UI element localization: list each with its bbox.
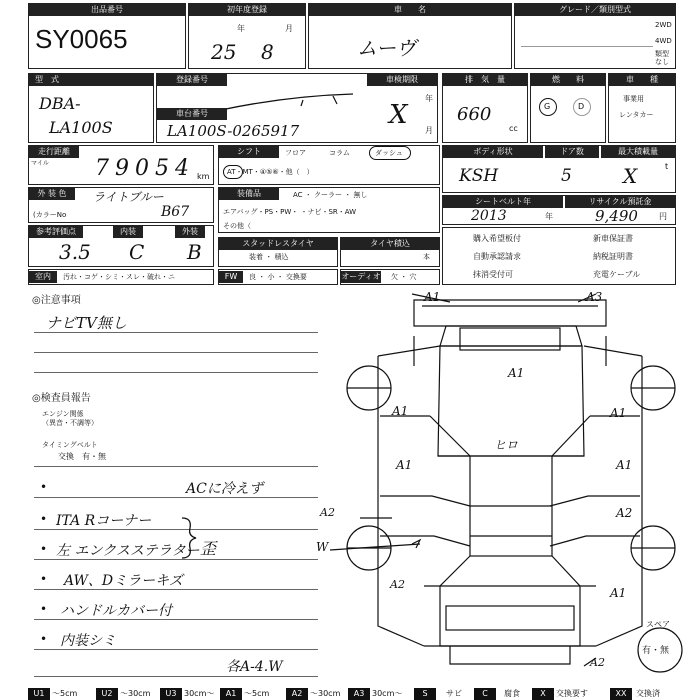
legend-key-c: C: [474, 688, 496, 700]
inspection-month: 月: [425, 126, 433, 135]
equipment-other: その他（: [223, 222, 251, 230]
legend-key-a3: A3: [348, 688, 370, 700]
legend-key-xx: XX: [610, 688, 632, 700]
first-registration-box: [188, 3, 306, 69]
bullet-3: •: [40, 542, 48, 556]
mark-front-right: A3: [586, 290, 603, 304]
interior-value: C: [129, 240, 145, 264]
mileage-unit: km: [197, 172, 210, 181]
inspector-line-7: [34, 676, 318, 677]
inspector-line-2: [34, 529, 318, 530]
legend-val-u3: 30cm～: [184, 689, 215, 698]
displacement-unit: cc: [509, 124, 518, 133]
note-item-1: ACに冷えず: [186, 481, 263, 497]
grade-underline: [521, 46, 653, 47]
legend-bar: [28, 688, 700, 700]
at-mt-options: AT・MT・④⑤⑥・他（ ）: [227, 168, 314, 176]
doc-1: 購入希望板付: [473, 234, 521, 243]
mark-right-door: A1: [616, 458, 633, 472]
tire-box: [340, 237, 440, 267]
legend-val-s: サビ: [446, 689, 462, 698]
audio-label: オーディオ: [341, 272, 381, 281]
color-no: B67: [161, 204, 190, 220]
caution-line-2: [34, 352, 318, 353]
legend-val-xx: 交換済: [636, 689, 660, 698]
bullet-6: •: [40, 632, 48, 646]
legend-key-u1: U1: [28, 688, 50, 700]
mileage-value: 79054: [95, 156, 195, 181]
recycle-unit: 円: [659, 212, 667, 221]
body-value: KSH: [459, 166, 499, 186]
audio-box: [340, 269, 440, 285]
inspection-year: 年: [425, 94, 433, 103]
lot-number: SY0065: [35, 24, 128, 54]
fuel-box: [530, 73, 606, 143]
spare-value: 有・無: [642, 646, 670, 656]
vehicle-type-box: [608, 73, 676, 143]
legend-key-a2: A2: [286, 688, 308, 700]
first-registration-label: 初年度登録: [189, 4, 305, 16]
inspector-line-0: [34, 466, 318, 467]
car-name-value: ムーヴ: [357, 36, 416, 60]
seatbelt-value: 2013: [471, 208, 507, 224]
note-item-6: 内装シミ: [60, 633, 116, 649]
mark-left-rear: A2: [390, 578, 405, 591]
reg-no-scribble: [217, 88, 357, 118]
legend-key-a1: A1: [220, 688, 242, 700]
capacity-value: X: [623, 164, 638, 188]
model-box: [28, 73, 154, 143]
seatbelt-recycle-box: [442, 195, 676, 225]
bracket-note: 歪: [200, 539, 217, 558]
mark-roof: ヒロ: [494, 438, 519, 452]
bullet-5: •: [40, 602, 48, 616]
recycle-label: リサイクル預託金: [565, 196, 675, 208]
caution-text: ナビTV無し: [46, 314, 127, 332]
reg-month-value: 8: [261, 40, 274, 64]
exterior-label: 外装: [175, 226, 205, 238]
interior-label: 内装: [113, 226, 143, 238]
color-no-label: (カラーNo: [33, 211, 67, 219]
bullet-4: •: [40, 572, 48, 586]
score-box: [28, 225, 214, 267]
note-item-3: 左 エンクスステラター: [56, 543, 200, 559]
year-kanji: 年: [237, 24, 245, 33]
displacement-box: [442, 73, 528, 143]
legend-val-a2: ～30cm: [310, 689, 341, 698]
model-value-2: LA100S: [49, 118, 113, 137]
lot-box: [28, 3, 186, 69]
seatbelt-label: シートベルト年: [443, 196, 563, 208]
doc-2: 新車保証書: [593, 234, 633, 243]
mark-left-sill: A2: [320, 506, 335, 519]
footer-note: 各A-4.W: [226, 659, 283, 675]
inspector-line-4: [34, 589, 318, 590]
legend-key-s: S: [414, 688, 436, 700]
type-rental: レンタカー: [619, 111, 654, 119]
mark-right-fender: A1: [610, 406, 627, 420]
engine-label: エンジン関係 （異音・不調等）: [42, 410, 98, 427]
mark-right-quarter: A1: [610, 586, 627, 600]
interior-cond-options: 汚れ・コゲ・シミ・スレ・破れ・ニ: [63, 273, 175, 281]
chassis-label: 車台番号: [157, 108, 227, 120]
recycle-value: 9,490: [595, 207, 638, 225]
bullet-1: •: [40, 480, 48, 494]
car-name-box: [308, 3, 512, 69]
shift-column: コラム: [329, 149, 350, 157]
mark-wheel: W: [316, 540, 329, 554]
doc-5: 抹消受付可: [473, 270, 513, 279]
doors-value: 5: [561, 166, 572, 186]
mark-rear: A2: [590, 656, 605, 669]
docs-box: [442, 227, 676, 285]
model-value-1: DBA-: [39, 94, 81, 113]
legend-val-a1: ～5cm: [244, 689, 270, 698]
legend-val-u1: ～5cm: [52, 689, 78, 698]
shift-floor: フロア: [285, 149, 306, 157]
shift-dash: ダッシュ: [375, 149, 403, 157]
reg-no-label: 登録番号: [157, 74, 227, 86]
studless-box: [218, 237, 338, 267]
legend-val-u2: ～30cm: [120, 689, 151, 698]
grade-label: グレード／類別型式: [515, 4, 675, 16]
mileage-box: [28, 145, 214, 185]
capacity-label: 最大積載量: [601, 146, 675, 158]
equipment-row1: AC ・ クーラー ・ 無し: [293, 191, 368, 199]
reg-year-value: 25: [211, 40, 237, 64]
inspector-line-5: [34, 619, 318, 620]
drive-4wd: 4WD: [655, 37, 672, 45]
lot-label: 出品番号: [29, 4, 185, 16]
note-item-2: ITA Rコーナー: [56, 513, 152, 529]
shift-label: シフト: [219, 146, 279, 158]
type-business: 事業用: [623, 95, 644, 103]
fuel-g: G: [544, 102, 551, 111]
doc-6: 充電ケーブル: [593, 270, 641, 279]
color-value: ライトブルー: [93, 190, 164, 204]
chassis-value: LA100S-0265917: [167, 122, 300, 140]
inspector-title: ◎検査員報告: [32, 393, 91, 404]
inspector-line-6: [34, 649, 318, 650]
legend-key-x: X: [532, 688, 554, 700]
tire-label: タイヤ積込: [341, 238, 439, 250]
inspection-value: X: [389, 100, 408, 130]
reg-chassis-box: [156, 73, 438, 143]
seatbelt-unit: 年: [545, 212, 553, 221]
mileage-label: 走行距離: [29, 146, 79, 158]
at-circle: [223, 165, 243, 179]
doc-3: 自動承認請求: [473, 252, 521, 261]
score-label: 参考評価点: [29, 226, 83, 238]
studless-label: スタッドレスタイヤ: [219, 238, 337, 250]
note-item-5: ハンドルカバー付: [60, 603, 172, 619]
shift-dash-circle: [369, 146, 411, 160]
spare-label: スペア: [646, 620, 670, 629]
displacement-label: 排 気 量: [443, 74, 527, 86]
inspector-line-1: [34, 497, 318, 498]
note-item-4: AW、Dミラーキズ: [64, 573, 183, 589]
mark-front-left: A1: [424, 290, 441, 304]
studless-options: 装着 ・ 積込: [249, 253, 289, 261]
bracket-mark: [178, 516, 198, 560]
mark-right-rear: A2: [616, 506, 633, 520]
bullet-2: •: [40, 512, 48, 526]
legend-val-a3: 30cm～: [372, 689, 403, 698]
doors-label: ドア数: [545, 146, 599, 158]
drive-2wd: 2WD: [655, 21, 672, 29]
model-label: 型 式: [29, 74, 153, 86]
vehicle-type-label: 車 種: [609, 74, 675, 86]
legend-key-u2: U2: [96, 688, 118, 700]
timing-label: タイミングベルト: [42, 441, 98, 449]
displacement-value: 660: [457, 104, 492, 125]
color-box: [28, 187, 214, 223]
fw-box: [218, 269, 338, 285]
equipment-box: [218, 187, 440, 233]
capacity-unit: t: [665, 162, 669, 171]
legend-val-x: 交換要す: [556, 689, 588, 698]
tire-unit: 本: [423, 253, 430, 261]
month-kanji: 月: [285, 24, 293, 33]
caution-line-1: [34, 332, 318, 333]
equipment-row2: エアバッグ・PS・PW・ ・ナビ・SR・AW: [223, 208, 357, 216]
inspection-label: 車検期限: [367, 74, 437, 86]
score-value: 3.5: [59, 240, 91, 264]
caution-line-3: [34, 372, 318, 373]
car-name-label: 車 名: [309, 4, 511, 16]
fuel-label: 燃 料: [531, 74, 605, 86]
interior-cond-box: [28, 269, 214, 285]
doc-4: 納税証明書: [593, 252, 633, 261]
mark-left-fender: A1: [392, 404, 409, 418]
class-unknown: 類型 なし: [655, 50, 669, 66]
exterior-value: B: [187, 240, 202, 264]
body-doors-box: [442, 145, 676, 193]
shift-box: [218, 145, 440, 185]
timing-options: 交換 有・無: [58, 452, 106, 461]
color-label: 外 装 色: [29, 188, 75, 200]
caution-title: ◎注意事項: [32, 295, 81, 306]
body-label: ボディ形状: [443, 146, 543, 158]
grade-box: [514, 3, 676, 69]
inspector-line-3: [34, 559, 318, 560]
mark-hood: A1: [508, 366, 525, 380]
audio-options: 欠 ・ 穴: [391, 273, 417, 281]
fw-options: 良 ・ 小 ・ 交換要: [249, 273, 307, 281]
fw-label: FW: [219, 271, 243, 283]
interior-cond-label: 室内: [29, 271, 57, 283]
legend-key-u3: U3: [160, 688, 182, 700]
car-diagram: [320, 286, 696, 686]
mileage-sub: マイル: [31, 160, 49, 167]
legend-val-c: 腐食: [504, 689, 520, 698]
equipment-label: 装備品: [219, 188, 279, 200]
fuel-d: D: [578, 102, 585, 111]
mark-left-door: A1: [396, 458, 413, 472]
